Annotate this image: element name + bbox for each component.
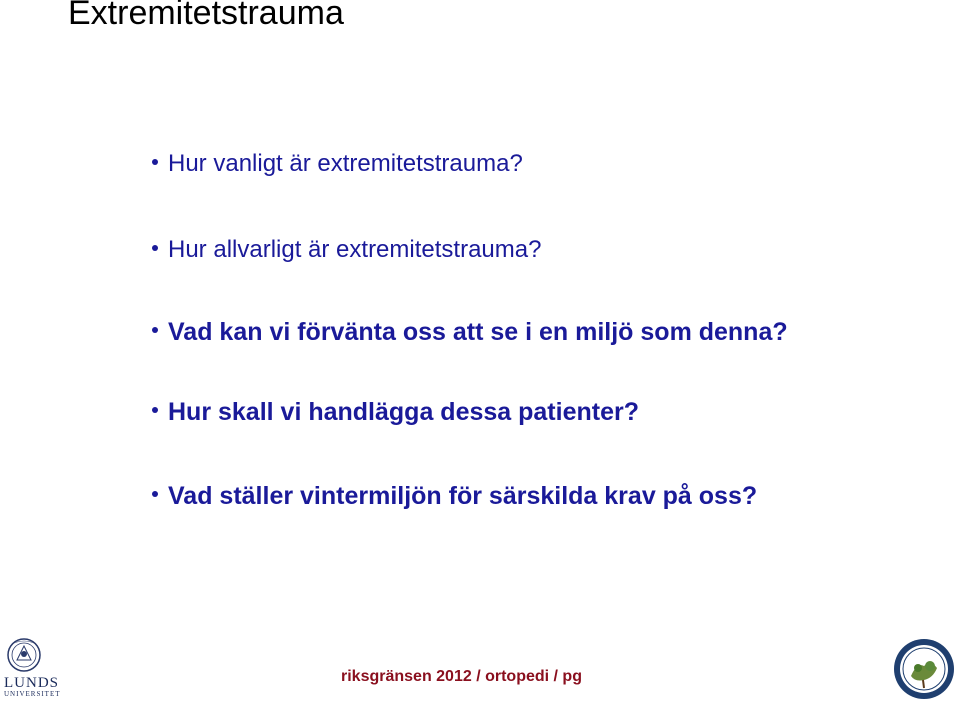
bullet-text: Hur vanligt är extremitetstrauma?: [168, 150, 523, 177]
bullet-dot-icon: [152, 327, 158, 333]
bullet-dot-icon: [152, 491, 158, 497]
footer-text: riksgränsen 2012 / ortopedi / pg: [341, 668, 582, 685]
bullet-item: [152, 398, 639, 427]
bullet-item: [152, 236, 541, 264]
bullet-text: Vad kan vi förvänta oss att se i en miljö som denna?: [168, 318, 788, 346]
orthopaedic-center-seal-icon: [893, 638, 955, 700]
university-logo-name: LUNDS: [4, 675, 60, 691]
university-logo-subtitle: UNIVERSITET: [4, 690, 61, 698]
slide-title: Extremitetstrauma: [68, 0, 344, 32]
bullet-dot-icon: [152, 245, 158, 251]
bullet-item: [152, 318, 788, 347]
bullet-item: [152, 482, 757, 511]
bullet-item: [152, 150, 523, 178]
bullet-text: Hur allvarligt är extremitetstrauma?: [168, 236, 542, 263]
bullet-dot-icon: [152, 159, 158, 165]
bullet-dot-icon: [152, 407, 158, 413]
bullet-text: Vad ställer vintermiljön för särskilda krav på oss?: [168, 482, 758, 510]
bullet-text: Hur skall vi handlägga dessa patienter?: [168, 398, 639, 426]
